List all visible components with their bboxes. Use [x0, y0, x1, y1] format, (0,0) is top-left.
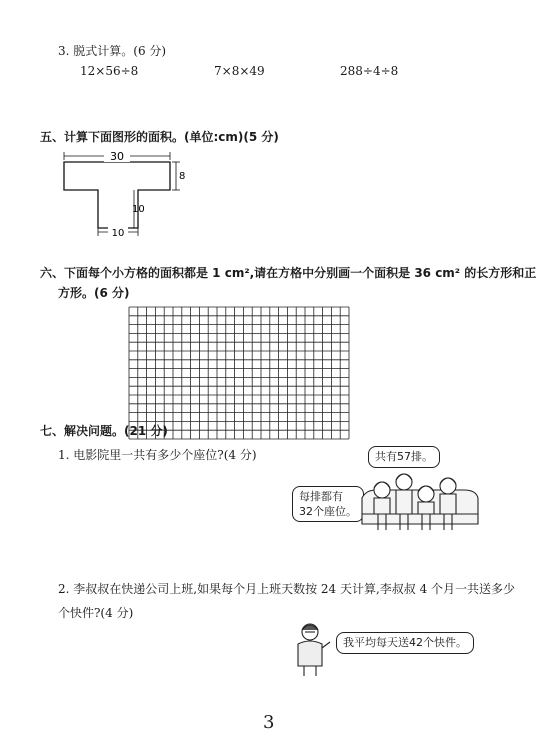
cinema-audience-illustration: [360, 468, 480, 534]
t-shape-outline: [64, 162, 170, 228]
speech-bubble-courier: 我平均每天送42个快件。: [336, 632, 474, 654]
dim-label-side: 8: [179, 171, 186, 182]
bubble-seats-line2: 32个座位。: [299, 505, 357, 518]
speech-bubble-seats: [292, 486, 364, 522]
question-1: 1. 电影院里一共有多少个座位?(4 分): [58, 448, 257, 462]
page-number: 3: [263, 712, 275, 733]
section6-line1: 六、下面每个小方格的面积都是 1 cm²,请在方格中分别画一个面积是 36 cm² 的长方形和正: [40, 266, 537, 280]
item3-label: 3. 脱式计算。(6 分): [58, 44, 167, 58]
section5-title: 五、计算下面图形的面积。(单位:cm)(5 分): [40, 130, 279, 144]
courier-man-illustration: [290, 620, 334, 676]
question-2-line2: 个快件?(4 分): [58, 606, 134, 620]
dim-label-stem-height: 10: [132, 204, 145, 215]
dim-label-stem-width: 10: [111, 228, 125, 239]
dim-label-top: 30: [110, 150, 124, 163]
speech-bubble-rows: 共有57排。: [368, 446, 440, 468]
grid-svg: [128, 306, 351, 440]
expression-3: 288÷4÷8: [340, 64, 399, 78]
expression-1: 12×56÷8: [80, 64, 139, 78]
t-shape-figure: [58, 148, 188, 240]
question-2-line1: 2. 李叔叔在快递公司上班,如果每个月上班天数按 24 天计算,李叔叔 4 个月一共送多少: [58, 582, 516, 596]
expression-2: 7×8×49: [214, 64, 265, 78]
section7-title: 七、解决问题。(21 分): [40, 424, 168, 438]
section6-line2: 方形。(6 分): [58, 286, 130, 300]
bubble-seats-line1: 每排都有: [299, 490, 343, 503]
